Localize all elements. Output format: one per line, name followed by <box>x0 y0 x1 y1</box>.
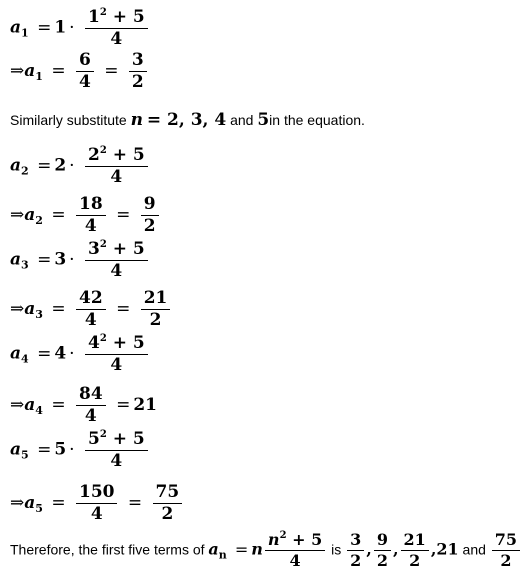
equation-a3: $a_3 = 3$ · $\frac{3^2 + 5}{4}$ <box>10 240 150 280</box>
equation-a3-result: $\Rightarrow a_3$ = $\frac{42}{4}$ = $\frac{21}{2}$ <box>10 290 172 329</box>
similarly-text: Similarly substitute n = 2, 3, 4 and 5in the equation. <box>10 110 365 130</box>
equation-a1: $a_1 = 1$ · $\frac{1^2 + 5}{4}$ <box>10 8 150 48</box>
therefore-text: Therefore, the first five terms of $a_n = n$ $\frac{n^2 + 5}{4}$ is $\frac{3}{2}$ , $\frac{9}{2}$ , $\frac{21}{2}$ ,21 and $\frac{75}{2}$ <box>10 531 522 569</box>
equation-a4: $a_4 = 4$ · $\frac{4^2 + 5}{4}$ <box>10 334 150 374</box>
equation-a4-result: $\Rightarrow a_4$ = $\frac{84}{4}$ = 21 <box>10 384 157 426</box>
equation-a2-result: $\Rightarrow a_2$ = $\frac{18}{4}$ = $\frac{9}{2}$ <box>10 196 161 235</box>
equation-a5: $a_5 = 5$ · $\frac{5^2 + 5}{4}$ <box>10 430 150 470</box>
equation-a2: $a_2 = 2$ · $\frac{2^2 + 5}{4}$ <box>10 146 150 186</box>
equation-a5-result: $\Rightarrow a_5$ = $\frac{150}{4}$ = $\frac{75}{2}$ <box>10 484 184 523</box>
fraction: $\frac{1^2 + 5}{4}$ <box>85 8 148 48</box>
equation-a1-result: $\Rightarrow a_1$ = $\frac{6}{4}$ = $\frac{3}{2}$ <box>10 52 149 91</box>
